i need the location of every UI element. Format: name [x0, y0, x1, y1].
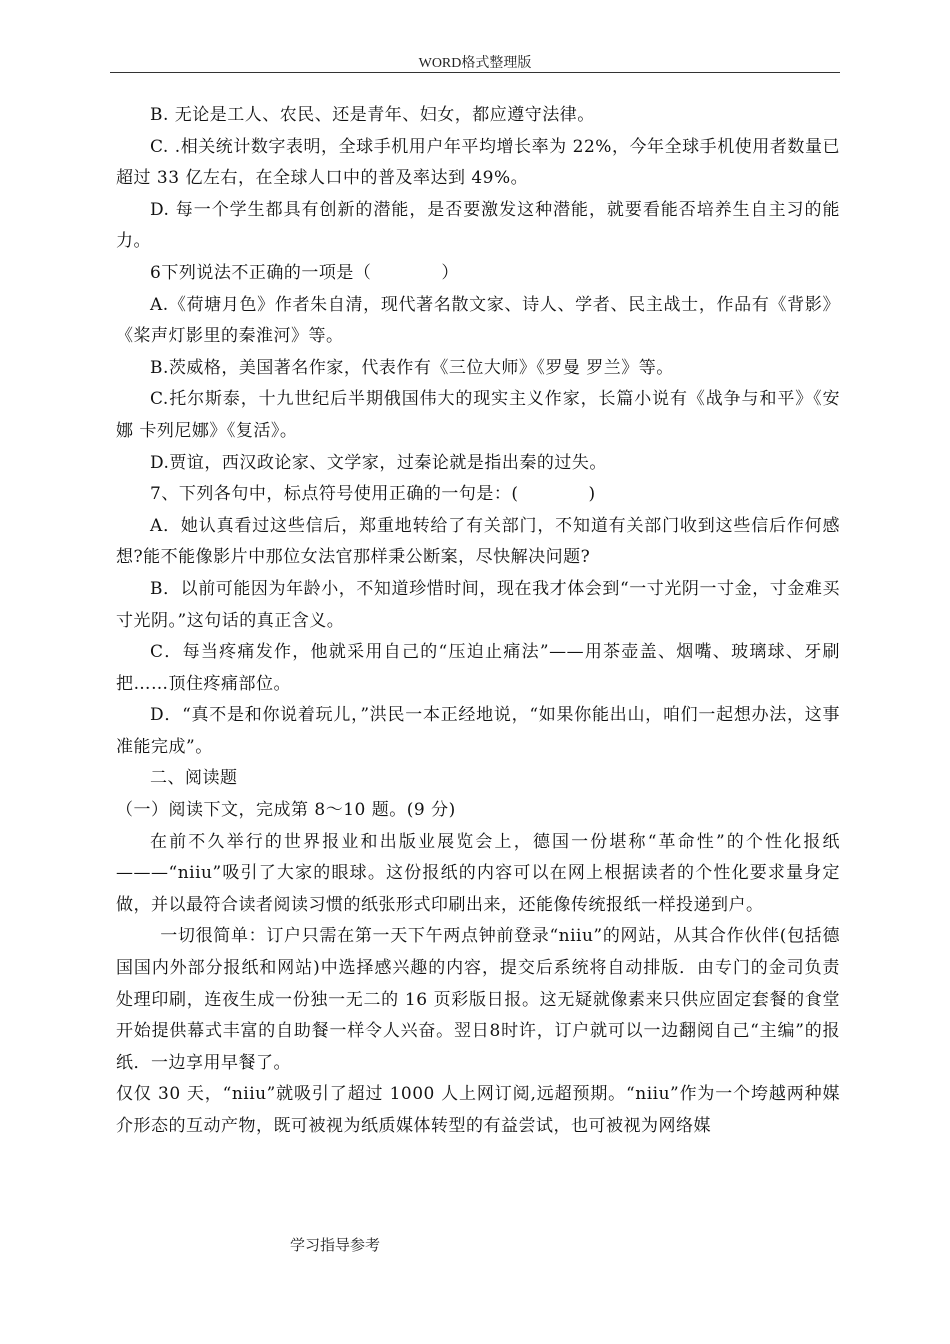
question-6-option-b: B.茨威格，美国著名作家，代表作有《三位大师》《罗曼 罗兰》等。 — [150, 357, 674, 378]
passage-paragraph-1: 在前不久举行的世界报业和出版业展览会上，德国一份堪称“革命性”的个性化报纸———“niiu”吸引了大家的眼球。这份报纸的内容可以在网上根据读者的个性化要求量身定做，并以最符合读者阅读习惯的纸张形式印刷出来，还能像传统报纸一样投递到户。 — [116, 831, 840, 915]
question-7-option-b: B．以前可能因为年龄小，不知道珍惜时间，现在我才体会到“一寸光阴一寸金，寸金难买寸光阴。”这句话的真正含义。 — [116, 578, 840, 631]
passage-paragraph-3: 仅仅 30 天，“niiu”就吸引了超过 1000 人上网订阅,远超预期。“niiu”作为一个垮越两种媒介形态的互动产物，既可被视为纸质媒体转型的有益尝试，也可被视为网络媒 — [116, 1084, 840, 1136]
document-body — [116, 100, 840, 1143]
option-d-potential: D. 每一个学生都具有创新的潜能，是否要激发这种潜能，就要看能否培养生自主习的能力。 — [116, 199, 840, 252]
question-6-option-d: D.贾谊，西汉政论家、文学家，过秦论就是指出秦的过失。 — [150, 452, 607, 473]
question-6-option-a: A.《荷塘月色》作者朱自清，现代著名散文家、诗人、学者、民主战士，作品有《背影》《桨声灯影里的秦淮河》等。 — [116, 294, 840, 347]
question-7-option-a: A．她认真看过这些信后，郑重地转给了有关部门，不知道有关部门收到这些信后作何感想?能不能像影片中那位女法官那样秉公断案，尽快解决问题? — [116, 515, 840, 568]
page-header: WORD格式整理版 — [418, 56, 532, 71]
section-heading-reading: 二、阅读题 — [150, 768, 238, 789]
question-7-option-d: D．“真不是和你说着玩儿，”洪民一本正经地说，“如果你能出山，咱们一起想办法，这事准能完成”。 — [116, 705, 840, 757]
reading-instructions: （一）阅读下文，完成第 8～10 题。(9 分) — [116, 800, 456, 821]
question-7: 7、下列各句中，标点符号使用正确的一句是：( ) — [150, 484, 596, 505]
question-6: 6下列说法不正确的一项是（ ） — [150, 262, 459, 283]
header-divider — [110, 72, 840, 73]
question-6-option-c: C.托尔斯泰，十九世纪后半期俄国伟大的现实主义作家，长篇小说有《战争与和平》《安娜 卡列尼娜》《复活》。 — [116, 389, 840, 441]
passage-paragraph-2: 一切很简单：订户只需在第一天下午两点钟前登录“niiu”的网站，从其合作伙伴(包括德国国内外部分报纸和网站)中选择感兴趣的内容，提交后系统将自动排版．由专门的金司负责处理印刷，连夜生成一份独一无二的 16 页彩版日报。这无疑就像素来只供应固定套餐的食堂开始提供幕式丰富的自助餐一样令人兴奋。翌日8时许，订户就可以一边翻阅自己“主编”的报纸．一边享用早餐了。 — [116, 926, 840, 1073]
option-b-law: B. 无论是工人、农民、还是青年、妇女，都应遵守法律。 — [150, 105, 595, 125]
page-footer: 学习指导参考 — [290, 1236, 381, 1254]
option-c-statistics: C. .相关统计数字表明，全球手机用户年平均增长率为 22%，今年全球手机使用者数量已超过 33 亿左右，在全球人口中的普及率达到 49%。 — [116, 136, 840, 189]
question-7-option-c: C．每当疼痛发作，他就采用自己的“压迫止痛法”——用茶壶盖、烟嘴、玻璃球、牙刷把……顶住疼痛部位。 — [116, 642, 840, 694]
